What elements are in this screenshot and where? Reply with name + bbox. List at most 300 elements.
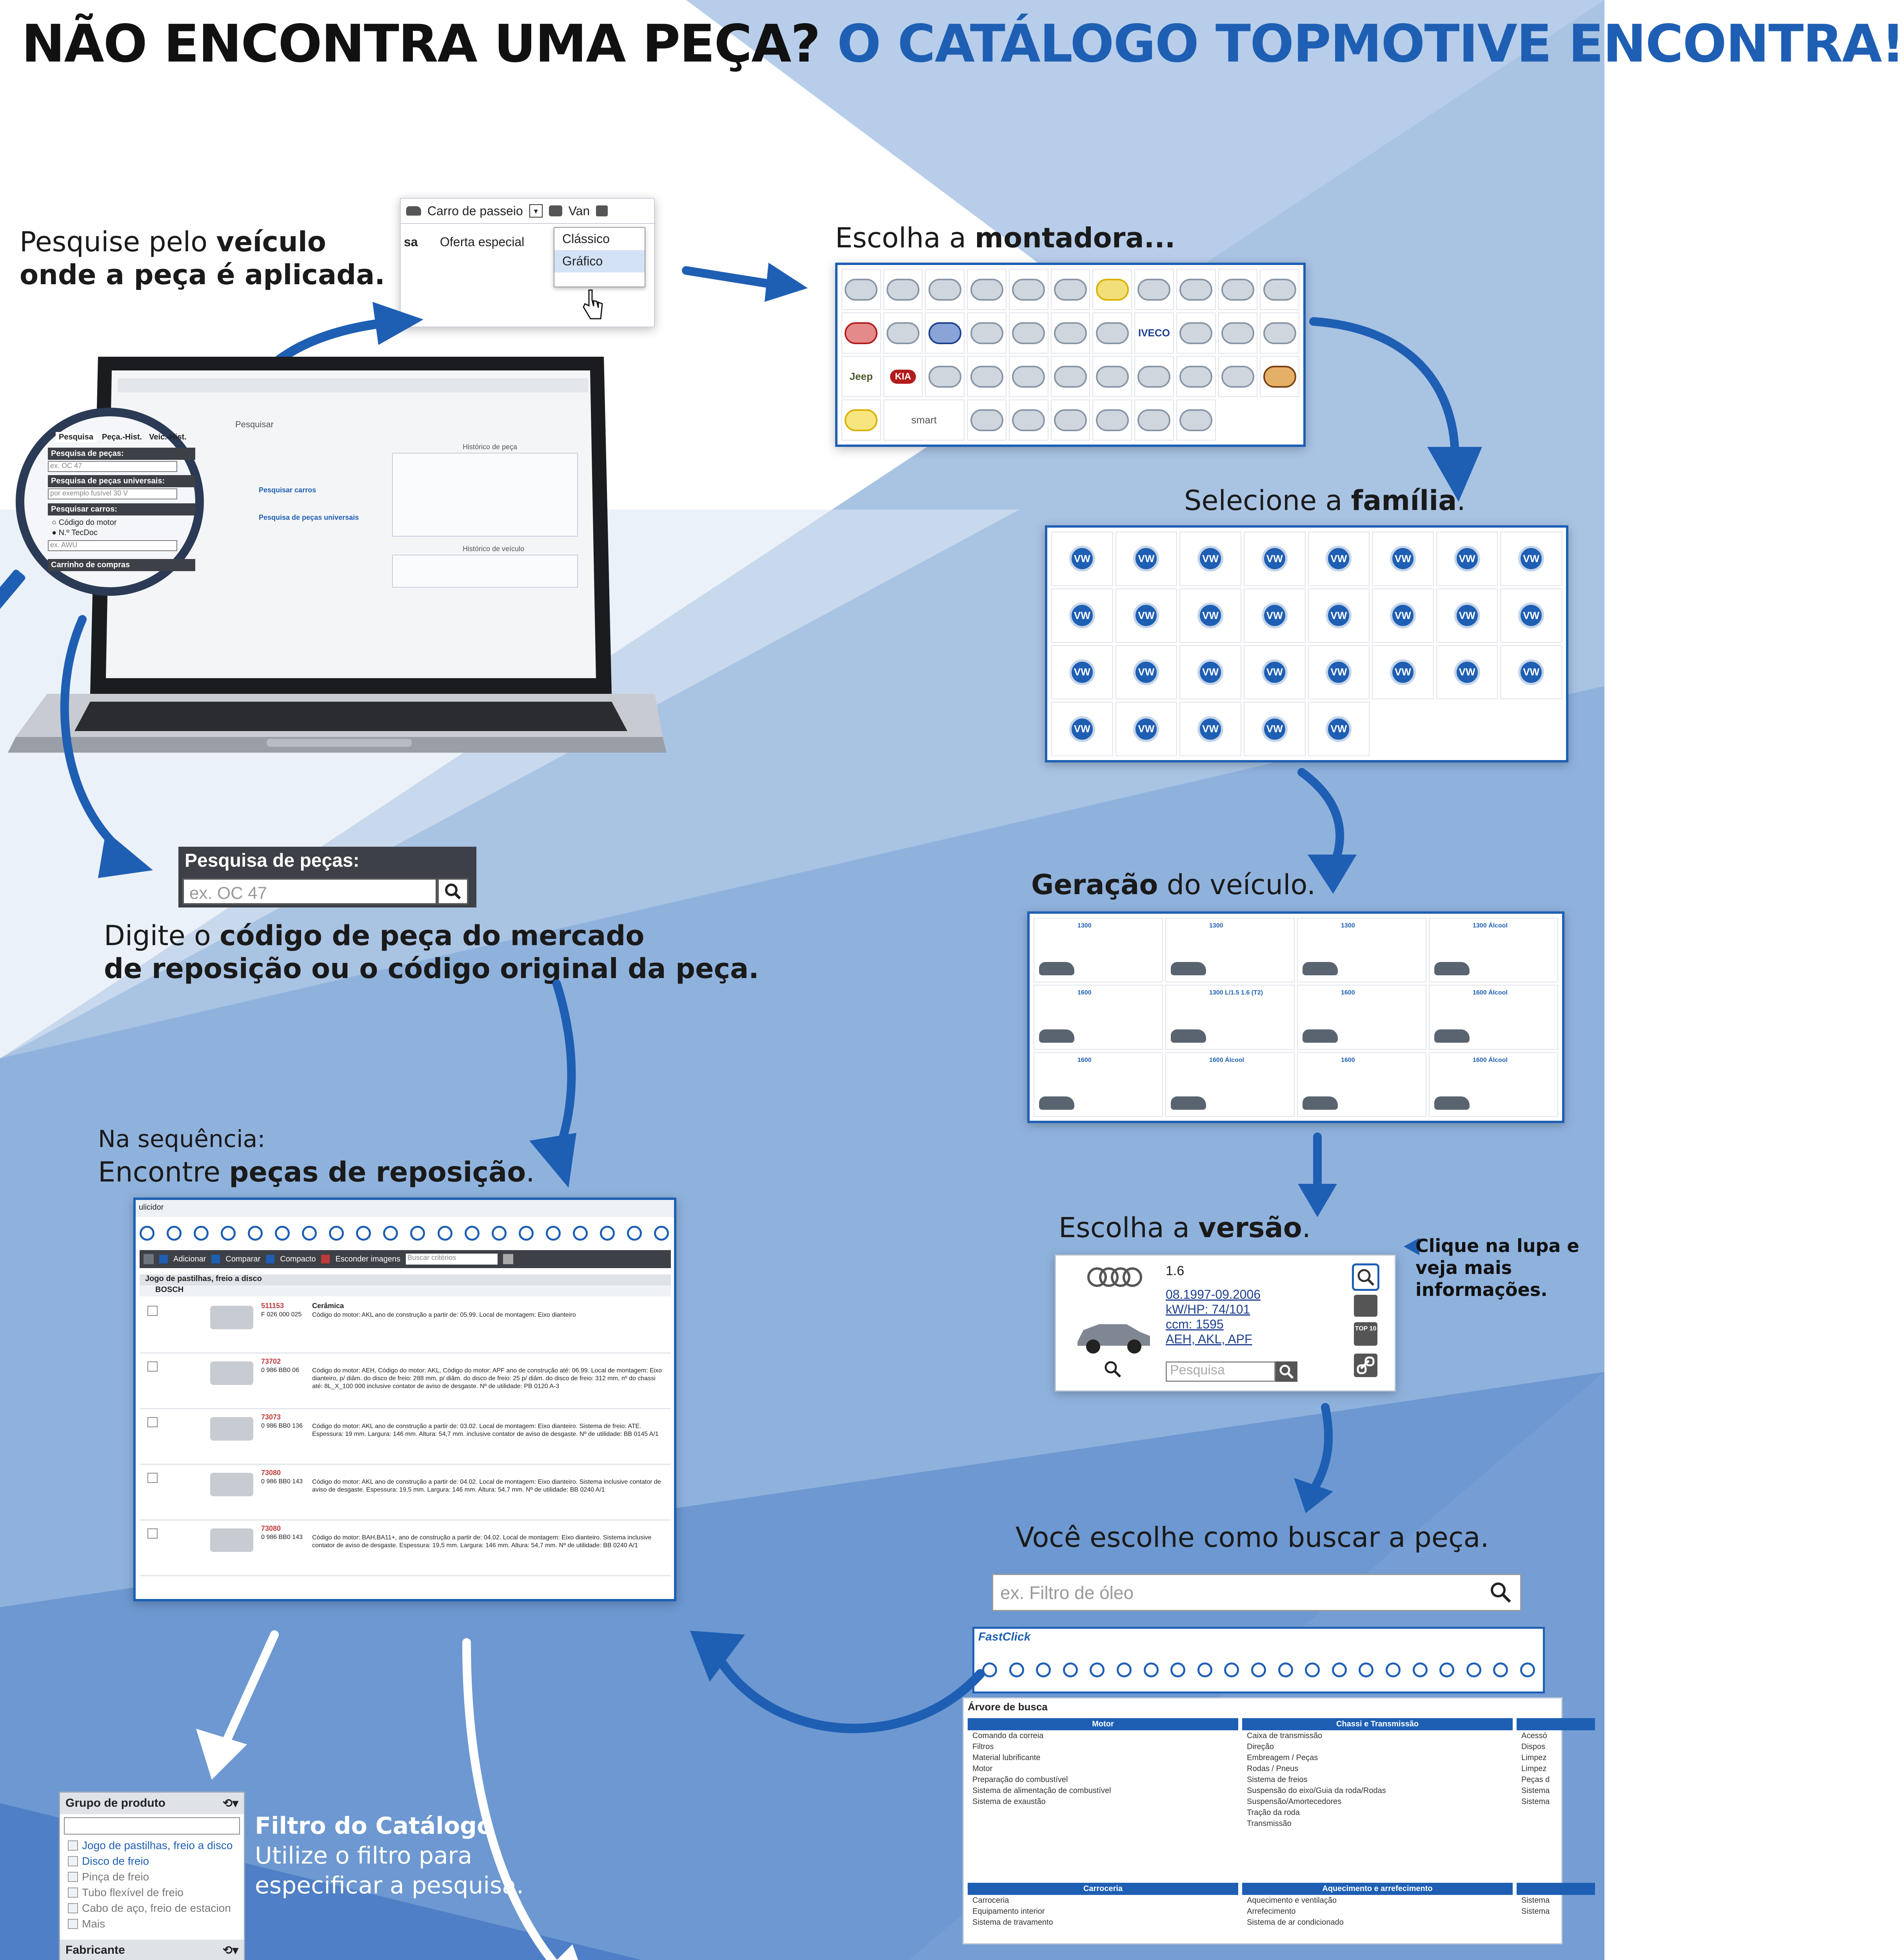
family-model-tile[interactable] bbox=[1116, 532, 1177, 586]
part-description: Código do motor: AKL ano de construção a partir de: 04.02. Local de montagem: Eixo dianteiro. Sistema inclusive contator de aviso de desgaste. Espessura: 19,5 mm. Largura: 146 mm. Altura: 54,7 mm. Nº de utilidade: BB 0240 A/1 bbox=[312, 1479, 661, 1493]
tree-column-body bbox=[968, 1883, 1238, 1928]
category-shortcut-icon[interactable] bbox=[465, 1226, 480, 1241]
fastclick-category-icon[interactable] bbox=[1063, 1662, 1078, 1677]
family-model-tile[interactable] bbox=[1500, 645, 1562, 700]
table-row[interactable] bbox=[140, 1298, 671, 1354]
family-model-tile[interactable] bbox=[1372, 588, 1434, 643]
arrow-to-search bbox=[35, 612, 161, 886]
part-thumbnail[interactable] bbox=[210, 1473, 253, 1496]
tree-column-motor bbox=[968, 1718, 1238, 1807]
star-icon[interactable] bbox=[144, 1254, 154, 1264]
screen-col-search: Pesquisar bbox=[235, 419, 274, 429]
category-shortcut-icon[interactable] bbox=[167, 1226, 182, 1241]
screen-link-cars[interactable]: Pesquisar carros bbox=[259, 486, 316, 494]
brand-logo[interactable] bbox=[967, 399, 1007, 441]
brand-logo-icon bbox=[1179, 322, 1212, 344]
tree-item[interactable]: Direção bbox=[1247, 1742, 1274, 1751]
part-description: Código do motor: AKL ano de construção a partir de: 05.99. Local de montagem: Eixo dianteiro bbox=[312, 1312, 576, 1318]
checkbox[interactable] bbox=[68, 1887, 78, 1898]
version-note: Clique na lupa e veja mais informações. bbox=[1415, 1235, 1579, 1300]
category-shortcut-icon[interactable] bbox=[221, 1226, 236, 1241]
tree-item[interactable]: Arrefecimento bbox=[1247, 1907, 1296, 1916]
table-row[interactable] bbox=[140, 1521, 671, 1576]
step-generation-text: Geração do veículo. bbox=[1031, 869, 1316, 901]
brand-logo[interactable] bbox=[883, 356, 923, 397]
fastclick-category-icon[interactable] bbox=[1278, 1662, 1293, 1677]
vw-logo-icon: VW bbox=[1518, 546, 1544, 572]
filter-option[interactable] bbox=[60, 1900, 244, 1916]
family-model-tile[interactable] bbox=[1116, 588, 1177, 643]
tree-item[interactable]: Material lubrificante bbox=[972, 1753, 1041, 1762]
tree-item[interactable]: Equipamento interior bbox=[972, 1907, 1045, 1916]
category-shortcut-icon[interactable] bbox=[519, 1226, 534, 1241]
brand-logo[interactable] bbox=[967, 312, 1007, 354]
vw-logo-icon: VW bbox=[1390, 546, 1416, 572]
part-number: 0 986 BB0 143 bbox=[261, 1478, 303, 1485]
checkbox[interactable] bbox=[68, 1840, 78, 1851]
category-shortcut-icon[interactable] bbox=[573, 1226, 588, 1241]
family-model-tile[interactable] bbox=[1244, 702, 1306, 756]
criteria-search-input[interactable]: Buscar critérios bbox=[406, 1254, 498, 1265]
brand-logo-icon bbox=[970, 366, 1003, 388]
add-icon bbox=[159, 1255, 168, 1263]
generation-tile[interactable] bbox=[1429, 1052, 1558, 1117]
brand-logo[interactable] bbox=[1009, 399, 1048, 441]
generation-tile[interactable] bbox=[1165, 1052, 1295, 1117]
special-offer-link[interactable]: Oferta especial bbox=[440, 235, 525, 249]
side-label: sa bbox=[404, 235, 418, 249]
filter-option[interactable] bbox=[60, 1916, 244, 1932]
tree-item[interactable]: Filtros bbox=[972, 1742, 994, 1751]
fastclick-category-icon[interactable] bbox=[1170, 1662, 1185, 1677]
fastclick-category-icon[interactable] bbox=[1332, 1662, 1347, 1677]
brand-logo[interactable] bbox=[1218, 356, 1258, 397]
brand-logo-icon bbox=[887, 322, 919, 344]
generation-tile[interactable] bbox=[1429, 985, 1558, 1049]
vw-logo-icon: VW bbox=[1326, 659, 1352, 685]
category-shortcut-icon[interactable] bbox=[546, 1226, 561, 1241]
vw-logo-icon: VW bbox=[1262, 659, 1288, 685]
filter-option-label: Disco de freio bbox=[82, 1855, 149, 1867]
family-model-tile[interactable] bbox=[1372, 645, 1434, 700]
fastclick-category-icon[interactable] bbox=[1305, 1662, 1320, 1677]
loupe-tab-part-history[interactable]: Peça.-Hist. bbox=[102, 433, 142, 441]
part-description: Código do motor: BAH,BA11+, ano de construção a partir de: 04.02. Local de montagem: Eixo dianteiro. Sistema inclusive contator de aviso de desgaste. Espessura: 19,5 mm. Largura: 146 mm. Altura: 54,7 mm. Nº de utilidade: BB 0240 A/1 bbox=[312, 1534, 652, 1549]
fastclick-category-icon[interactable] bbox=[1009, 1662, 1024, 1677]
brand-logo-icon bbox=[928, 366, 961, 388]
vw-logo-icon: VW bbox=[1262, 546, 1288, 572]
headline-part1: NÃO ENCONTRA UMA PEÇA? bbox=[22, 14, 820, 74]
brand-logo[interactable] bbox=[1134, 312, 1174, 354]
checkbox[interactable] bbox=[68, 1856, 78, 1866]
tree-item[interactable]: Aquecimento e ventilação bbox=[1247, 1896, 1337, 1905]
category-shortcut-icon[interactable] bbox=[410, 1226, 425, 1241]
car-icon bbox=[406, 206, 421, 216]
brand-logo-icon bbox=[845, 279, 878, 301]
checkbox[interactable] bbox=[68, 1903, 78, 1913]
family-model-tile[interactable] bbox=[1308, 702, 1370, 756]
tree-item[interactable]: Acessó bbox=[1521, 1731, 1547, 1740]
filter-group-search[interactable] bbox=[64, 1817, 240, 1835]
version-card[interactable] bbox=[1055, 1254, 1396, 1392]
brand-logo[interactable] bbox=[925, 356, 965, 397]
generation-tile[interactable] bbox=[1429, 918, 1558, 982]
version-details[interactable]: 08.1997-09.2006 kW/HP: 74/101 ccm: 1595 AEH, AKL, APF bbox=[1166, 1287, 1261, 1346]
brand-logo[interactable] bbox=[1051, 356, 1090, 397]
brand-logo[interactable] bbox=[1134, 269, 1174, 310]
brand-logo[interactable] bbox=[1009, 312, 1048, 354]
tree-item[interactable]: Sistema de alimentação de combustível bbox=[972, 1786, 1111, 1795]
category-shortcut-icon[interactable] bbox=[383, 1226, 398, 1241]
family-model-tile[interactable] bbox=[1116, 702, 1177, 756]
category-shortcut-icon[interactable] bbox=[438, 1226, 452, 1241]
part-thumbnail[interactable] bbox=[210, 1361, 253, 1385]
tree-head-heating: Aquecimento e arrefecimento bbox=[1242, 1883, 1513, 1895]
tree-item[interactable]: Peças d bbox=[1521, 1775, 1550, 1784]
brand-logo[interactable] bbox=[1134, 399, 1174, 441]
tree-item[interactable]: Suspensão do eixo/Guia da roda/Rodas bbox=[1247, 1786, 1386, 1795]
tab-passenger-car[interactable]: Carro de passeio bbox=[427, 203, 523, 218]
info-sheet-icon[interactable] bbox=[1354, 1295, 1377, 1317]
part-code[interactable]: 73702 bbox=[261, 1357, 281, 1365]
part-description: Código do motor: AKL ano de construção a partir de: 03.02. Local de montagem: Eixo dianteiro. Sistema de freio: ATE. Espessura: 19 mm. Largura: 146 mm. Altura: 54,7 mm. inclusive contator de aviso de desgaste. Nº de utilidade: BB 0145 A/1 bbox=[312, 1423, 659, 1437]
row-checkbox[interactable] bbox=[147, 1306, 158, 1316]
generation-tile[interactable] bbox=[1297, 985, 1426, 1049]
family-model-tile[interactable] bbox=[1308, 532, 1370, 586]
family-model-tile[interactable] bbox=[1500, 588, 1562, 643]
family-model-tile[interactable] bbox=[1116, 645, 1177, 700]
category-shortcut-icon[interactable] bbox=[356, 1226, 371, 1241]
brand-logo[interactable] bbox=[841, 356, 881, 397]
vw-logo-icon: VW bbox=[1390, 659, 1416, 685]
brand-logo[interactable] bbox=[1092, 356, 1132, 397]
family-model-tile[interactable] bbox=[1051, 532, 1113, 586]
tree-head-motor: Motor bbox=[968, 1718, 1238, 1730]
step-search-text: Digite o código de peça do mercado de reposição ou o código original da peça. bbox=[104, 920, 759, 985]
brand-logo[interactable] bbox=[883, 312, 923, 354]
brand-logo-icon bbox=[1096, 279, 1129, 301]
loupe-basket-label[interactable]: Carrinho de compras bbox=[48, 559, 195, 571]
brand-logo-icon bbox=[1012, 366, 1045, 388]
brand-logo-icon bbox=[1221, 366, 1254, 388]
family-model-tile[interactable] bbox=[1308, 588, 1370, 643]
part-thumbnail[interactable] bbox=[210, 1528, 253, 1552]
brand-logo[interactable] bbox=[1176, 269, 1216, 310]
brand-logo-icon bbox=[1096, 409, 1129, 431]
screen-col-vehicle-history: Histórico de veículo bbox=[463, 545, 525, 553]
family-model-tile[interactable] bbox=[1308, 645, 1370, 700]
category-shortcut-icon[interactable] bbox=[194, 1226, 209, 1241]
family-model-tile[interactable] bbox=[1500, 532, 1562, 586]
tree-item[interactable]: Limpez bbox=[1521, 1753, 1547, 1762]
brand-logo[interactable] bbox=[1218, 312, 1258, 354]
brand-logo[interactable] bbox=[1051, 399, 1090, 441]
tree-item[interactable]: Motor bbox=[972, 1764, 993, 1773]
vw-logo-icon: VW bbox=[1069, 603, 1095, 628]
filter-sidebar bbox=[59, 1791, 245, 1960]
loupe-parts-input[interactable]: ex. OC 47 bbox=[48, 461, 177, 472]
headline bbox=[22, 14, 1904, 74]
fastclick-category-icon[interactable] bbox=[1144, 1662, 1159, 1677]
category-shortcut-icon[interactable] bbox=[492, 1226, 507, 1241]
loupe-radio-engine[interactable]: ○ Código do motor bbox=[52, 518, 117, 527]
step-filter-text: Filtro do Catálogo Utilize o filtro para especificar a pesquisa. bbox=[255, 1812, 524, 1899]
brand-logo[interactable] bbox=[1009, 269, 1048, 310]
part-code[interactable]: 511153 bbox=[261, 1302, 284, 1310]
loupe-cars-input[interactable]: ex. AWU bbox=[48, 540, 177, 551]
tree-item[interactable]: Sistema bbox=[1521, 1797, 1550, 1806]
fastclick-category-icon[interactable] bbox=[1466, 1662, 1481, 1677]
brand-logo-icon bbox=[1263, 279, 1296, 301]
brand-logo[interactable] bbox=[1260, 269, 1299, 310]
fastclick-category-icon[interactable] bbox=[1520, 1662, 1535, 1677]
vw-logo-icon: VW bbox=[1326, 716, 1352, 742]
step1-text: Pesquise pelo veículo onde a peça é aplicada. bbox=[20, 226, 385, 291]
fastclick-category-icon[interactable] bbox=[1493, 1662, 1508, 1677]
brand-logo[interactable] bbox=[883, 269, 923, 310]
row-checkbox[interactable] bbox=[147, 1528, 158, 1539]
row-checkbox[interactable] bbox=[147, 1417, 158, 1427]
brand-logo[interactable] bbox=[1260, 312, 1299, 354]
filter-option-label: Jogo de pastilhas, freio a disco bbox=[82, 1839, 233, 1851]
brand-logo[interactable] bbox=[841, 312, 881, 354]
family-model-tile[interactable] bbox=[1372, 532, 1434, 586]
brand-logo[interactable] bbox=[1260, 356, 1299, 397]
vw-logo-icon: VW bbox=[1326, 603, 1352, 628]
tree-item[interactable]: Comando da correia bbox=[972, 1731, 1044, 1740]
category-shortcut-icon[interactable] bbox=[275, 1226, 290, 1241]
loupe-tab-search[interactable]: Pesquisa bbox=[56, 432, 96, 443]
row-checkbox[interactable] bbox=[147, 1361, 158, 1372]
family-model-tile[interactable] bbox=[1051, 702, 1113, 756]
fastclick-category-icon[interactable] bbox=[1359, 1662, 1373, 1677]
fastclick-logo: FastClick bbox=[978, 1630, 1031, 1643]
part-number: 0 986 BB0 143 bbox=[261, 1534, 303, 1541]
tree-item[interactable]: Embreagem / Peças bbox=[1247, 1753, 1318, 1762]
family-model-tile[interactable] bbox=[1179, 588, 1241, 643]
generation-engine: 1300 bbox=[1341, 922, 1355, 929]
category-shortcut-icon[interactable] bbox=[600, 1226, 615, 1241]
part-code[interactable]: 73080 bbox=[261, 1469, 281, 1477]
fastclick-category-icon[interactable] bbox=[1036, 1662, 1051, 1677]
brand-logo[interactable] bbox=[1176, 312, 1216, 354]
family-model-tile[interactable] bbox=[1179, 645, 1241, 700]
table-row[interactable] bbox=[140, 1409, 671, 1465]
collapse-icon[interactable]: ⟲▾ bbox=[222, 1797, 238, 1810]
tree-item[interactable]: Dispos bbox=[1521, 1742, 1546, 1751]
compact-button[interactable]: Compacto bbox=[280, 1254, 316, 1263]
category-shortcut-icon[interactable] bbox=[627, 1226, 642, 1241]
brand-logo[interactable] bbox=[1176, 399, 1216, 441]
arrow-to-how bbox=[1290, 1403, 1368, 1521]
brand-logo[interactable] bbox=[1134, 356, 1174, 397]
generation-tile[interactable] bbox=[1034, 918, 1163, 982]
part-thumbnail[interactable] bbox=[210, 1417, 253, 1441]
tree-item[interactable]: Transmissão bbox=[1247, 1819, 1292, 1828]
loupe-tab-vehicle-history[interactable]: Veíc.-Hist. bbox=[149, 433, 187, 441]
magnifier-info-icon[interactable] bbox=[1352, 1263, 1379, 1291]
step-how-text: Você escolhe como buscar a peça. bbox=[1016, 1521, 1489, 1553]
generation-tile[interactable] bbox=[1165, 918, 1295, 982]
tree-item[interactable]: Sistema de travamento bbox=[972, 1918, 1053, 1927]
tree-item[interactable]: Tração da roda bbox=[1247, 1808, 1300, 1817]
tree-item[interactable]: Caixa de transmissão bbox=[1247, 1731, 1323, 1740]
row-checkbox[interactable] bbox=[147, 1473, 158, 1483]
generation-tile[interactable] bbox=[1165, 985, 1295, 1049]
fastclick-category-icon[interactable] bbox=[1251, 1662, 1266, 1677]
version-engine: 1.6 bbox=[1166, 1263, 1185, 1278]
chevron-down-icon[interactable]: ▾ bbox=[529, 204, 543, 218]
generation-engine: 1600 Álcool bbox=[1473, 989, 1508, 996]
filter-option[interactable] bbox=[60, 1885, 244, 1900]
compact-icon bbox=[266, 1255, 274, 1263]
brand-logo[interactable] bbox=[883, 399, 965, 441]
brand-logo[interactable] bbox=[1092, 312, 1132, 354]
screen-link-universal[interactable]: Pesquisa de peças universais bbox=[259, 514, 359, 521]
filter-option[interactable] bbox=[60, 1869, 244, 1885]
brand-logo-icon bbox=[845, 322, 878, 344]
parts-search-label: Pesquisa de peças: bbox=[178, 847, 476, 875]
fastclick-category-icon[interactable] bbox=[1090, 1662, 1105, 1677]
filter-maker-head[interactable]: Fabricante ⟲▾ bbox=[60, 1940, 244, 1960]
fastclick-category-icon[interactable] bbox=[1386, 1662, 1401, 1677]
category-shortcut-icon[interactable] bbox=[248, 1226, 263, 1241]
generation-tile[interactable] bbox=[1297, 918, 1426, 982]
brand-logo[interactable] bbox=[1009, 356, 1048, 397]
part-description: Código do motor: AEH, Código do motor: AKL, Código do motor: APF ano de construção até: 06.99. Local de montagem: Eixo dianteiro, p/ diâm. do disco de freio: 288 mm, p/ diâm. do disco de freio: 25 p/ diâm. do disco de freio: 312 mm, nº do chassi até: 8L_X_100 000 inclusive contator de aviso de desgaste. Nº de utilidade: PB 0120 A-3 bbox=[312, 1367, 662, 1390]
category-shortcut-icon[interactable] bbox=[302, 1226, 317, 1241]
parts-search-widget bbox=[178, 847, 476, 907]
link-icon[interactable] bbox=[1354, 1354, 1377, 1377]
parts-search-input[interactable]: ex. OC 47 bbox=[182, 878, 437, 905]
search-tree-panel bbox=[963, 1697, 1562, 1944]
fastclick-category-icon[interactable] bbox=[1197, 1662, 1212, 1677]
brand-logo[interactable] bbox=[1092, 269, 1132, 310]
brand-logo[interactable] bbox=[967, 269, 1007, 310]
search-icon[interactable] bbox=[1275, 1361, 1297, 1382]
collapse-icon[interactable]: ⟲▾ bbox=[222, 1944, 238, 1957]
family-model-tile[interactable] bbox=[1244, 645, 1306, 700]
family-model-tile[interactable] bbox=[1179, 532, 1241, 586]
tree-item[interactable]: Sistema bbox=[1521, 1896, 1550, 1905]
generation-tile[interactable] bbox=[1034, 985, 1163, 1049]
filter-search-input[interactable]: ex. Filtro de óleo bbox=[1000, 1583, 1134, 1603]
menu-item-graphic[interactable]: Gráfico bbox=[554, 250, 645, 272]
version-search-input[interactable]: Pesquisa bbox=[1166, 1361, 1275, 1382]
fastclick-category-icon[interactable] bbox=[1224, 1662, 1239, 1677]
car-icon bbox=[1303, 1029, 1338, 1043]
checkbox[interactable] bbox=[68, 1872, 78, 1882]
brand-logo[interactable] bbox=[841, 399, 881, 441]
vw-logo-icon: VW bbox=[1069, 546, 1095, 572]
brand-logo[interactable] bbox=[1051, 269, 1090, 310]
filter-option[interactable] bbox=[60, 1853, 244, 1869]
family-model-tile[interactable] bbox=[1244, 532, 1306, 586]
brand-logo[interactable] bbox=[925, 269, 965, 310]
family-model-tile[interactable] bbox=[1051, 645, 1113, 700]
tree-item[interactable]: Sistema bbox=[1521, 1907, 1550, 1916]
brand-logo[interactable] bbox=[841, 269, 881, 310]
loupe-universal-input[interactable]: por exemplo fusível 30 V bbox=[48, 488, 177, 499]
table-row[interactable] bbox=[140, 1465, 671, 1521]
brand-logo-icon bbox=[1096, 366, 1129, 388]
add-button[interactable]: Adicionar bbox=[173, 1254, 206, 1263]
table-row[interactable] bbox=[140, 1354, 671, 1409]
search-icon[interactable] bbox=[1489, 1581, 1512, 1604]
fastclick-category-icon[interactable] bbox=[1439, 1662, 1454, 1677]
family-model-tile[interactable] bbox=[1244, 588, 1306, 643]
checkbox[interactable] bbox=[68, 1919, 78, 1929]
headline-part2: O CATÁLOGO TOPMOTIVE ENCONTRA! bbox=[837, 14, 1904, 74]
part-thumbnail[interactable] bbox=[210, 1306, 253, 1329]
hide-images-button[interactable]: Esconder imagens bbox=[335, 1254, 401, 1263]
brand-logo[interactable] bbox=[1176, 356, 1216, 397]
filter-icon[interactable] bbox=[503, 1254, 513, 1264]
menu-item-classic[interactable]: Clássico bbox=[562, 232, 610, 246]
compare-button[interactable]: Comparar bbox=[225, 1254, 261, 1263]
tree-column-extra bbox=[1517, 1718, 1595, 1807]
family-model-tile[interactable] bbox=[1436, 645, 1498, 700]
tab-van[interactable]: Van bbox=[568, 203, 590, 218]
brand-logo-icon bbox=[928, 322, 961, 344]
family-model-tile[interactable] bbox=[1436, 532, 1498, 586]
part-code[interactable]: 73080 bbox=[261, 1524, 281, 1532]
brand-logo[interactable] bbox=[1092, 399, 1132, 441]
brand-logo-icon bbox=[1054, 409, 1087, 431]
zoom-icon[interactable] bbox=[1103, 1359, 1123, 1379]
hand-cursor-icon bbox=[581, 288, 605, 323]
part-code[interactable]: 73073 bbox=[261, 1413, 281, 1421]
generation-tile[interactable] bbox=[1297, 1052, 1426, 1117]
filter-group-head[interactable]: Grupo de produto ⟲▾ bbox=[60, 1793, 244, 1814]
tree-item[interactable]: Sistema de ar condicionado bbox=[1247, 1918, 1344, 1927]
family-model-tile[interactable] bbox=[1051, 588, 1113, 643]
tree-item[interactable]: Limpez bbox=[1521, 1764, 1547, 1773]
vw-logo-icon: VW bbox=[1518, 659, 1544, 685]
generation-tile[interactable] bbox=[1034, 1052, 1163, 1117]
tree-item[interactable]: Sistema bbox=[1521, 1786, 1550, 1795]
brand-logo[interactable] bbox=[1051, 312, 1090, 354]
tree-item[interactable]: Sistema de freios bbox=[1247, 1775, 1308, 1784]
brand-logo[interactable] bbox=[1218, 269, 1258, 310]
category-shortcut-icon[interactable] bbox=[140, 1226, 154, 1241]
tree-item[interactable]: Carroceria bbox=[972, 1896, 1009, 1905]
brand-logo[interactable] bbox=[967, 356, 1007, 397]
tree-item[interactable]: Rodas / Pneus bbox=[1247, 1764, 1299, 1773]
fastclick-category-icon[interactable] bbox=[1117, 1662, 1132, 1677]
family-model-tile[interactable] bbox=[1436, 588, 1498, 643]
category-shortcut-icon[interactable] bbox=[329, 1226, 344, 1241]
search-icon[interactable] bbox=[437, 878, 469, 905]
tree-column-chassis bbox=[1242, 1718, 1513, 1829]
filter-option[interactable] bbox=[60, 1838, 244, 1853]
loupe-radio-tecdoc[interactable]: ● N.º TecDoc bbox=[52, 528, 98, 537]
brand-logo[interactable] bbox=[925, 312, 965, 354]
loupe-parts-label: Pesquisa de peças: bbox=[48, 448, 195, 460]
tree-item[interactable]: Preparação do combustível bbox=[972, 1775, 1068, 1784]
van-icon bbox=[549, 205, 562, 216]
fastclick-category-icon[interactable] bbox=[1413, 1662, 1428, 1677]
top10-icon[interactable]: TOP 10 bbox=[1354, 1322, 1377, 1346]
tree-item[interactable]: Sistema de exaustão bbox=[972, 1797, 1046, 1806]
tree-column-extra-b bbox=[1517, 1883, 1595, 1917]
results-tab[interactable]: ulicidor bbox=[136, 1200, 674, 1217]
brand-jeep: Jeep bbox=[849, 370, 873, 382]
tree-item[interactable]: Suspensão/Amortecedores bbox=[1247, 1797, 1342, 1806]
category-shortcut-icon[interactable] bbox=[654, 1226, 669, 1241]
family-model-tile[interactable] bbox=[1179, 702, 1241, 756]
car-icon bbox=[1171, 1096, 1206, 1110]
